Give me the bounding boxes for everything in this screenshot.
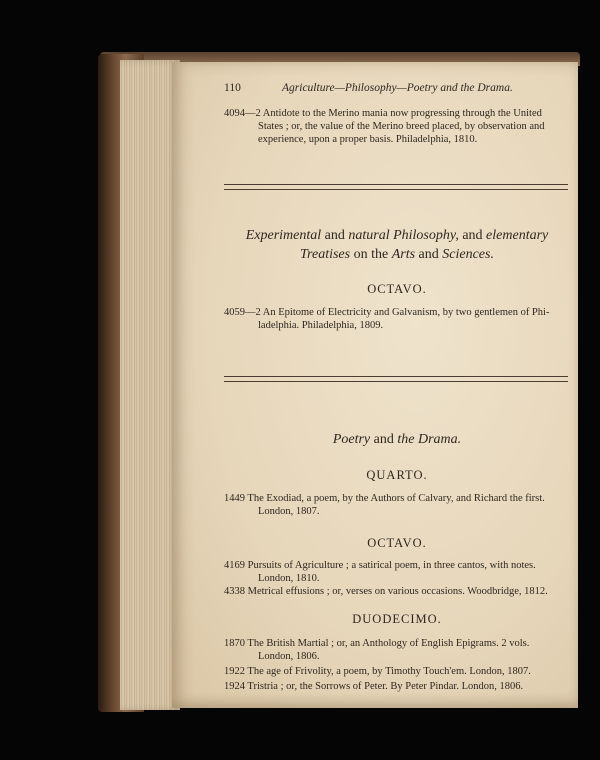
section-title-line: Experimental and natural Philosophy, and elementary <box>245 228 549 243</box>
entry-line: London, 1807. <box>258 506 320 517</box>
format-heading-quarto: QUARTO. <box>366 468 428 482</box>
page-number: 110 <box>224 82 241 94</box>
entry-line: States ; or, the value of the Merino breed placed, by observation and <box>258 121 545 132</box>
entry-line: 1924 Tristria ; or, the Sorrows of Peter. By Peter Pindar. London, 1806. <box>224 681 524 692</box>
entry-line: 4094—2 Antidote to the Merino mania now progressing through the United <box>224 108 542 119</box>
section-divider <box>224 376 568 382</box>
agriculture-entry <box>224 107 569 146</box>
page-header <box>224 82 564 94</box>
entry-line: 1449 The Exodiad, a poem, by the Authors of Calvary, and Richard the first. <box>224 493 545 504</box>
entry-line: 4338 Metrical effusions ; or, verses on various occasions. Woodbridge, 1812. <box>224 586 548 597</box>
entry-line: London, 1806. <box>258 651 320 662</box>
poetry-section-title: Poetry and the Drama. <box>332 432 462 447</box>
section-title-line: Treatises on the Arts and Sciences. <box>300 247 494 262</box>
running-head: Agriculture—Philosophy—Poetry and the Drama. <box>282 82 513 94</box>
poetry-quarto-entry <box>224 492 569 518</box>
entry-line: experience, upon a proper basis. Philadelphia, 1810. <box>258 134 478 145</box>
entry-line: 1922 The age of Frivolity, a poem, by Timothy Touch'em. London, 1807. <box>224 666 531 677</box>
entry-line: 4169 Pursuits of Agriculture ; a satirical poem, in three cantos, with notes. <box>224 560 536 571</box>
format-heading-octavo: OCTAVO. <box>367 282 427 296</box>
entry-line: 4059—2 An Epitome of Electricity and Galvanism, by two gentlemen of Phi- <box>224 307 550 318</box>
entry-line: ladelphia. Philadelphia, 1809. <box>258 320 384 331</box>
book-page <box>172 62 578 708</box>
poetry-duodecimo-entries <box>224 637 569 693</box>
philosophy-entry <box>224 306 569 332</box>
format-heading-octavo: OCTAVO. <box>367 536 427 550</box>
entry-line: London, 1810. <box>258 573 320 584</box>
page-edges <box>120 60 180 710</box>
philosophy-section-title <box>212 226 582 264</box>
section-divider <box>224 184 568 190</box>
format-heading-duodecimo: DUODECIMO. <box>352 612 442 626</box>
poetry-octavo-entries <box>224 559 569 598</box>
entry-line: 1870 The British Martial ; or, an Anthology of English Epigrams. 2 vols. <box>224 638 530 649</box>
